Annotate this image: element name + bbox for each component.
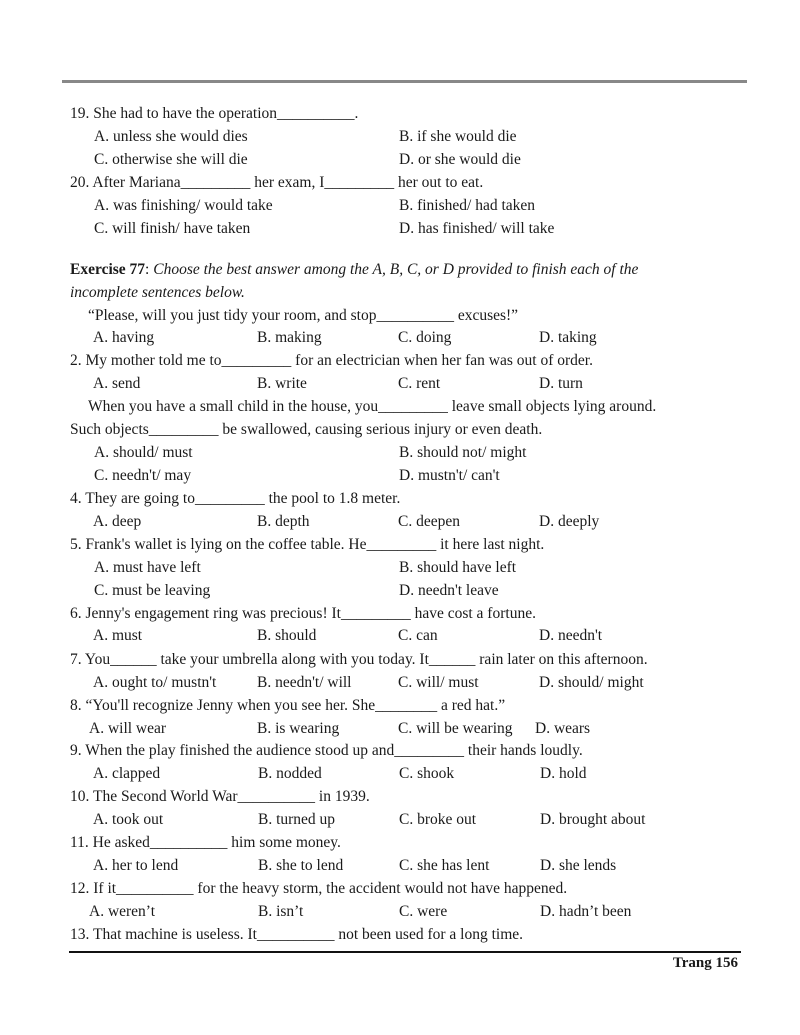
item-11-stem: 11. He asked__________ him some money. [70, 834, 341, 851]
item-3-stem-line-2: Such objects_________ be swallowed, causing serious injury or even death. [70, 421, 543, 438]
item-10-stem: 10. The Second World War__________ in 1939. [70, 788, 370, 805]
item-10-option-b: B. turned up [258, 811, 336, 828]
item-1-option-c: C. doing [398, 329, 452, 346]
item-1-option-d: D. taking [539, 329, 597, 346]
question-20-option-c: C. will finish/ have taken [94, 220, 251, 237]
item-6-option-b: B. should [257, 627, 317, 644]
item-2-option-a: A. send [93, 375, 141, 392]
item-8-option-d: D. wears [535, 720, 591, 737]
item-12-option-b: B. isn’t [258, 903, 304, 920]
item-11-option-b: B. she to lend [258, 857, 344, 874]
item-9-option-c: C. shook [399, 765, 455, 782]
item-3-option-c: C. needn't/ may [94, 467, 192, 484]
item-8-option-a: A. will wear [89, 720, 167, 737]
item-5-option-c: C. must be leaving [94, 582, 211, 599]
item-6-stem: 6. Jenny's engagement ring was precious! It_________ have cost a fortune. [70, 605, 536, 622]
item-10-option-a: A. took out [93, 811, 164, 828]
exercise-label: Exercise 77 [70, 261, 146, 278]
item-1-option-b: B. making [257, 329, 322, 346]
item-2-option-c: C. rent [398, 375, 441, 392]
exercise-instruction-line-2: incomplete sentences below. [70, 284, 245, 301]
item-12-stem: 12. If it__________ for the heavy storm, the accident would not have happened. [70, 880, 568, 897]
item-2-option-d: D. turn [539, 375, 583, 392]
header-rule [62, 80, 747, 83]
item-5-option-a: A. must have left [94, 559, 201, 576]
item-9-option-b: B. nodded [258, 765, 322, 782]
item-4-option-c: C. deepen [398, 513, 460, 530]
item-10-option-d: D. brought about [540, 811, 646, 828]
item-8-stem: 8. “You'll recognize Jenny when you see her. She________ a red hat.” [70, 697, 506, 714]
question-20-option-a: A. was finishing/ would take [94, 197, 273, 214]
question-19-stem: 19. She had to have the operation__________. [70, 105, 359, 122]
question-20-option-b: B. finished/ had taken [399, 197, 536, 214]
item-11-option-a: A. her to lend [93, 857, 179, 874]
item-7-option-d: D. should/ might [539, 674, 644, 691]
item-10-option-c: C. broke out [399, 811, 477, 828]
item-2-stem: 2. My mother told me to_________ for an electrician when her fan was out of order. [70, 352, 593, 369]
question-20-option-d: D. has finished/ will take [399, 220, 555, 237]
item-1-stem: “Please, will you just tidy your room, and stop__________ excuses!” [88, 307, 519, 324]
question-19-option-d: D. or she would die [399, 151, 521, 168]
item-11-option-c: C. she has lent [399, 857, 490, 874]
item-7-stem: 7. You______ take your umbrella along with you today. It______ rain later on this afternoon. [70, 651, 648, 668]
item-8-option-b: B. is wearing [257, 720, 340, 737]
item-13-stem: 13. That machine is useless. It__________ not been used for a long time. [70, 926, 524, 943]
item-5-option-d: D. needn't leave [399, 582, 499, 599]
item-9-option-d: D. hold [540, 765, 587, 782]
item-6-option-c: C. can [398, 627, 438, 644]
question-19-option-b: B. if she would die [399, 128, 517, 145]
item-3-option-b: B. should not/ might [399, 444, 527, 461]
item-5-stem: 5. Frank's wallet is lying on the coffee table. He_________ it here last night. [70, 536, 545, 553]
item-7-option-b: B. needn't/ will [257, 674, 352, 691]
item-4-option-a: A. deep [93, 513, 142, 530]
item-6-option-a: A. must [93, 627, 143, 644]
item-3-option-d: D. mustn't/ can't [399, 467, 500, 484]
item-9-option-a: A. clapped [93, 765, 161, 782]
item-2-option-b: B. write [257, 375, 307, 392]
item-12-option-a: A. weren’t [89, 903, 155, 920]
item-3-option-a: A. should/ must [94, 444, 193, 461]
item-1-option-a: A. having [93, 329, 155, 346]
exercise-separator: : [145, 261, 154, 278]
item-4-stem: 4. They are going to_________ the pool to 1.8 meter. [70, 490, 401, 507]
item-8-option-c: C. will be wearing [398, 720, 513, 737]
exercise-heading [70, 261, 638, 279]
item-4-option-d: D. deeply [539, 513, 600, 530]
item-6-option-d: D. needn't [539, 627, 603, 644]
question-20-stem: 20. After Mariana_________ her exam, I_________ her out to eat. [70, 174, 484, 191]
item-7-option-a: A. ought to/ mustn't [93, 674, 217, 691]
question-19-option-c: C. otherwise she will die [94, 151, 248, 168]
exercise-instruction-line-1: Choose the best answer among the A, B, C, or D provided to finish each of the [153, 261, 639, 278]
page-number: Trang 156 [672, 955, 738, 971]
item-3-stem-line-1: When you have a small child in the house, you_________ leave small objects lying around. [88, 398, 657, 415]
footer-rule [69, 951, 741, 953]
item-9-stem: 9. When the play finished the audience stood up and_________ their hands loudly. [70, 742, 583, 759]
item-11-option-d: D. she lends [540, 857, 617, 874]
question-19-option-a: A. unless she would dies [94, 128, 248, 145]
item-7-option-c: C. will/ must [398, 674, 479, 691]
item-12-option-d: D. hadn’t been [540, 903, 632, 920]
item-5-option-b: B. should have left [399, 559, 517, 576]
item-12-option-c: C. were [399, 903, 448, 920]
item-4-option-b: B. depth [257, 513, 310, 530]
